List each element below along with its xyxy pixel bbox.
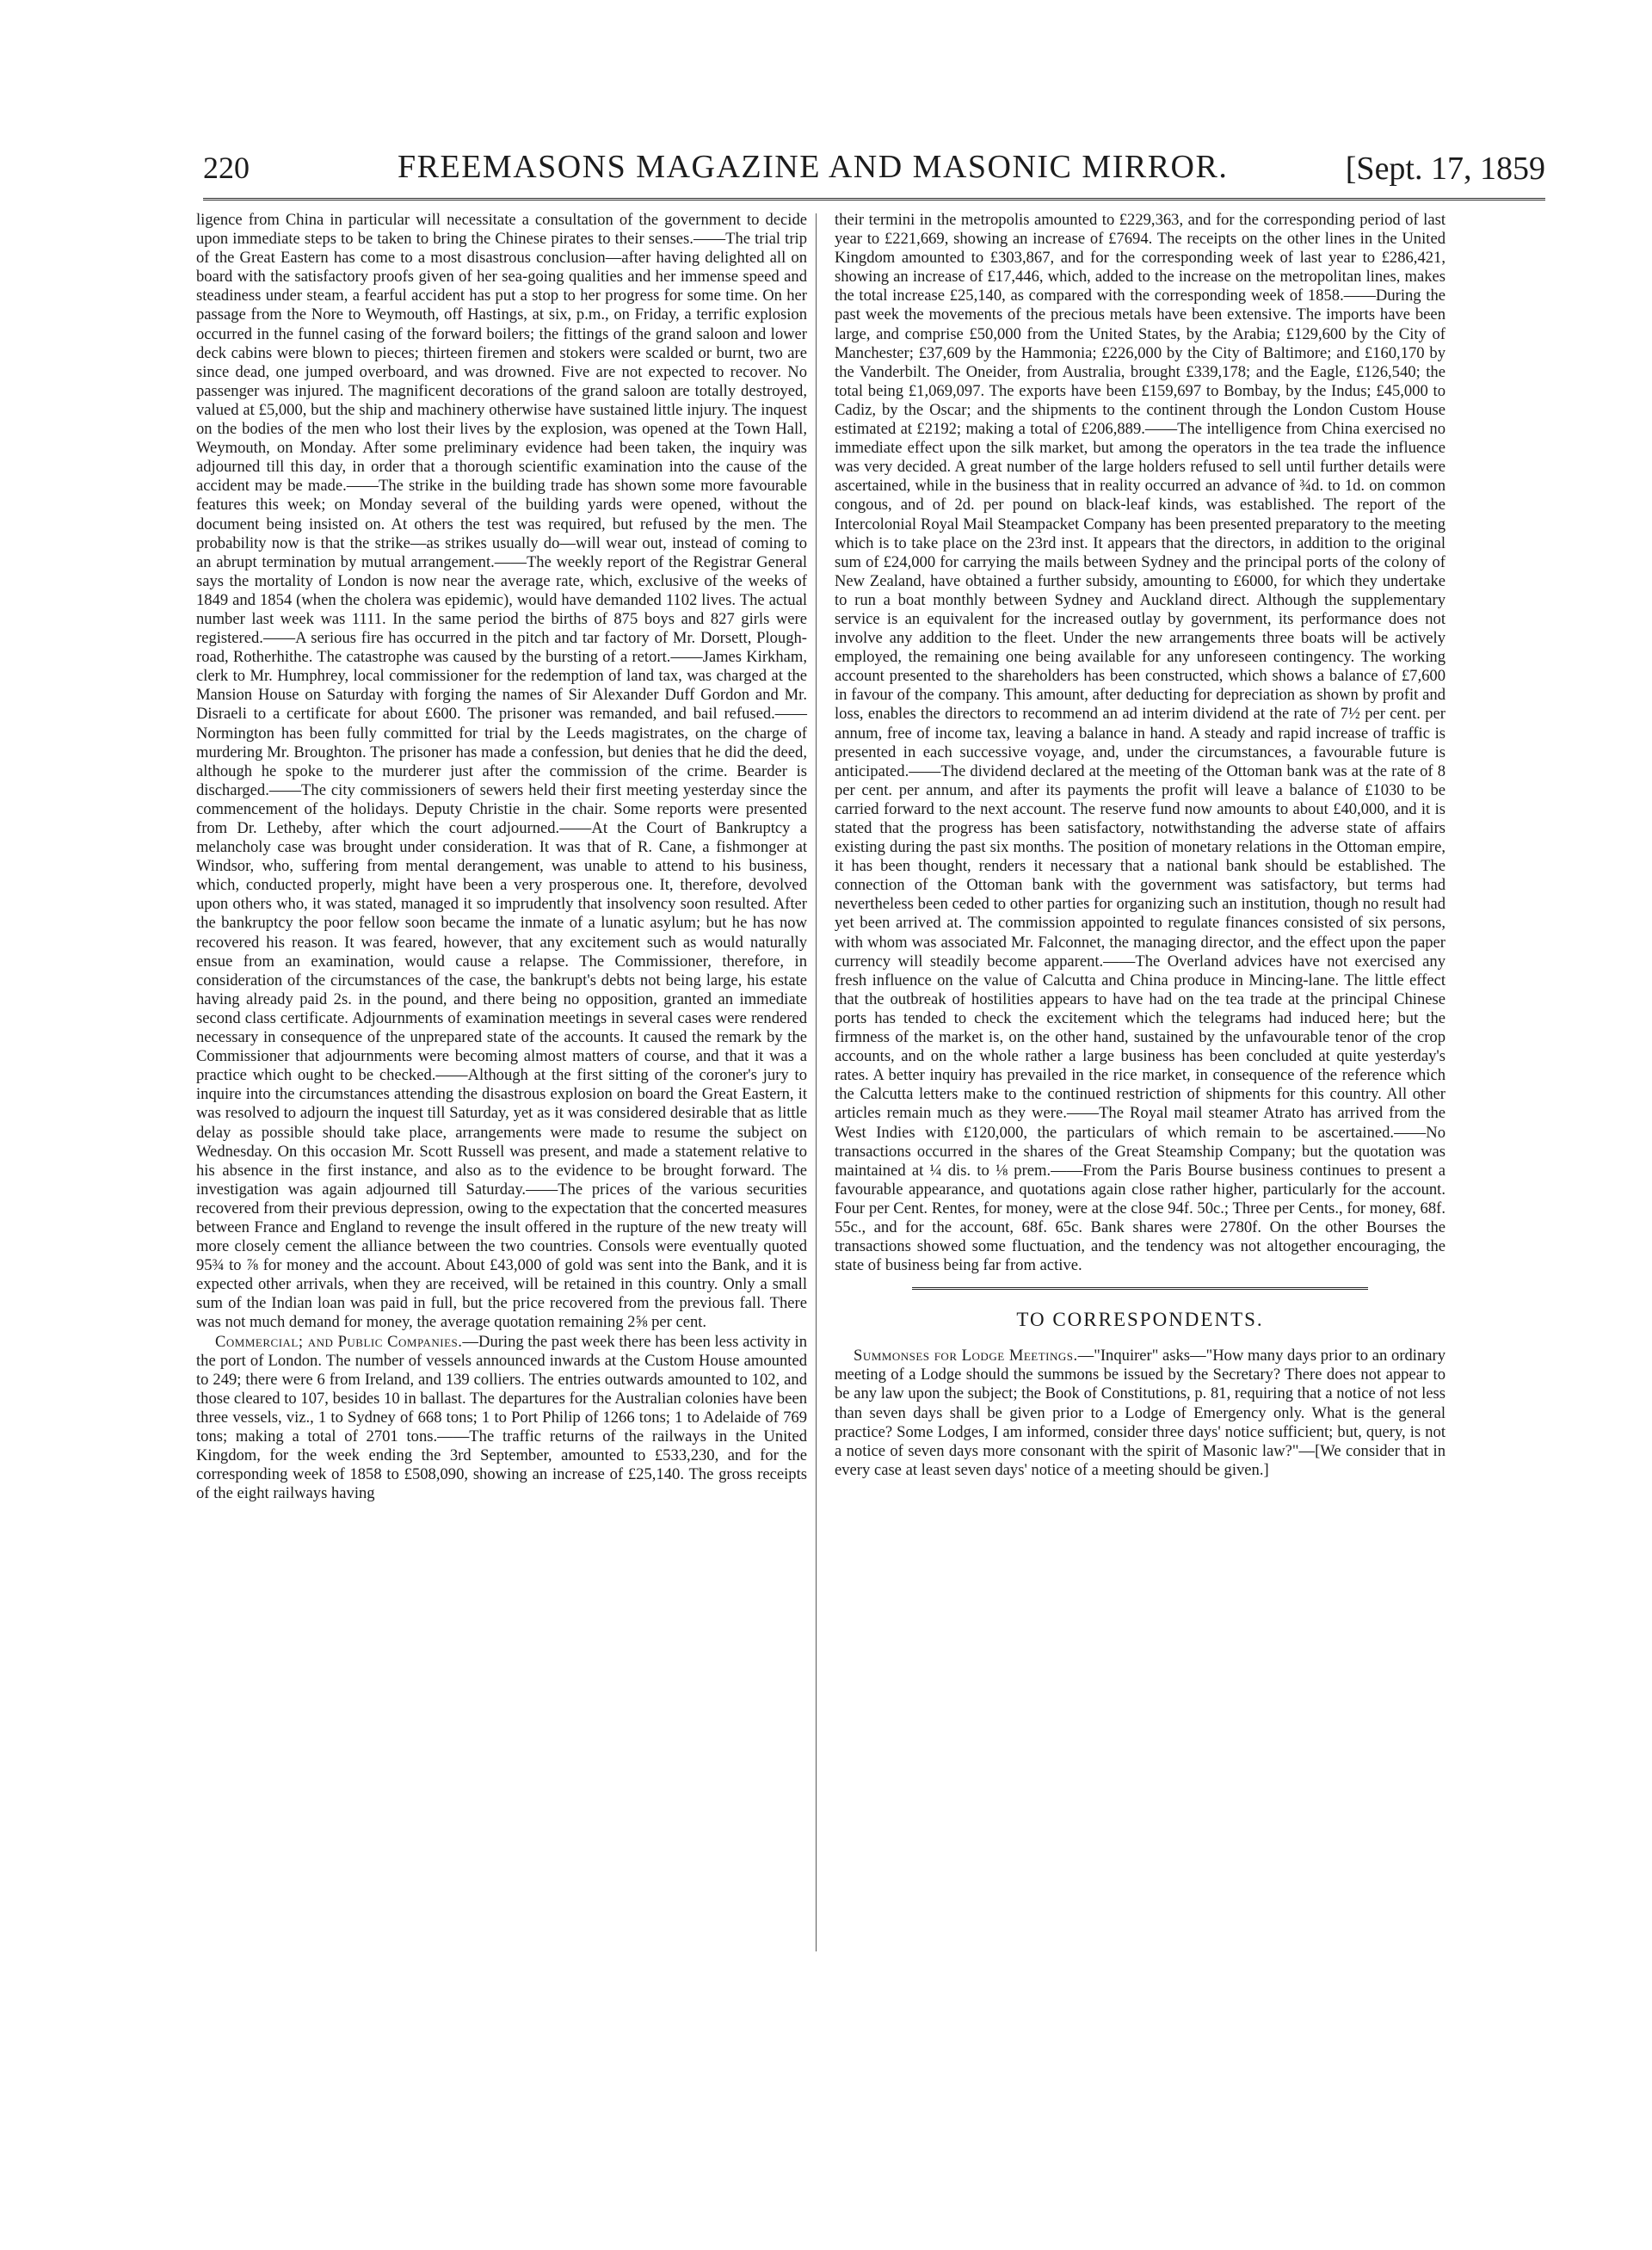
- correspondents-body: —"Inquirer" asks—"How many days prior to an ordinary meeting of a Lodge should the summons be issued by the Secretary? There does not appear to be any law upon the subject; the Book of Constitutions, p. 81, requiring that a notice of not less than seven days shall be given prior to a Lodge of Emergency only. What is the general practice? Some Lodges, I am informed, consider three days' notice sufficient; but, query, is not a notice of seven days more consonant with the spirit of Masonic law?"—[We consider that in every case at least seven days' notice of a meeting should be given.]: [835, 1347, 1446, 1479]
- right-column: [835, 211, 1446, 1480]
- commercial-body: —During the past week there has been less activity in the port of London. The number of vessels announced inwards at the Custom House amounted to 249; there were 6 from Ireland, and 139 colliers. The entries outwards amounted to 102, and those cleared to 107, besides 10 in ballast. The departures for the Australian colonies have been three vessels, viz., 1 to Sydney of 668 tons; 1 to Port Philip of 1266 tons; 1 to Adelaide of 769 tons; making a total of 2701 tons.——The traffic returns of the railways in the United Kingdom, for the week ending the 3rd September, amounted to £533,230, and for the corresponding week of 1858 to £508,090, showing an increase of £25,140. The gross receipts of the eight railways having: [196, 1332, 807, 1503]
- commercial-paragraph: [196, 1333, 807, 1504]
- page-header: [203, 145, 1545, 200]
- column-divider: [816, 213, 817, 1951]
- masthead-title: FREEMASONS MAGAZINE AND MASONIC MIRROR.: [398, 149, 1229, 185]
- finance-paragraph: their termini in the metropolis amounted to £229,363, and for the corresponding period of last year to £221,669, showing an increase of £7694. The receipts on the other lines in the United Kingdom amounted to £303,867, and for the corresponding week of last year to £286,421, showing an increase of £17,446, which, added to the increase on the metropolitan lines, makes the total increase £25,140, as compared with the corresponding week of 1858.——During the past week the movements of the precious metals have been extensive. The imports have been large, and comprise £50,000 from the United States, by the Arabia; £129,600 by the City of Manchester; £37,609 by the Hammonia; £226,000 by the City of Baltimore; and £160,170 by the Vanderbilt. The Oneider, from Australia, brought £339,178; and the Eagle, £126,540; the total being £1,069,097. The exports have been £159,697 to Bombay, by the Indus; £45,000 to Cadiz, by the Oscar; and the shipments to the continent through the London Custom House estimated at £2192; making a total of £206,889.——The intelligence from China exercised no immediate effect upon the silk market, but among the operators in the tea trade the influence was very decided. A great number of the large holders refused to sell until further details were ascertained, while in the business that in reality occurred an advance of ¾d. to 1d. on common congous, and of 2d. per pound on black-leaf kinds, was established. The report of the Intercolonial Royal Mail Steampacket Company has been presented preparatory to the meeting which is to take place on the 23rd inst. It appears that the directors, in addition to the original sum of £24,000 for carrying the mails between Sydney and the principal ports of the colony of New Zealand, have obtained a further subsidy, amounting to £6000, for which they undertake to run a boat monthly between Sydney and Auckland direct. Although the supplementary service is an equivalent for the increased outlay by government, its performance does not involve any addition to the fleet. Under the new arrangements three boats will be actively employed, the remaining one being available for any unforeseen contingency. The working account presented to the shareholders has been constructed, which shows a balance of £7,600 in favour of the company. This amount, after deducting for depreciation as shown by profit and loss, enables the directors to recommend an ad interim dividend at the rate of 7½ per cent. per annum, free of income tax, leaving a balance in hand. A steady and rapid increase of traffic is presented in each successive voyage, and, under the circumstances, a favourable future is anticipated.——The dividend declared at the meeting of the Ottoman bank was at the rate of 8 per cent. per annum, and after its payments the profit will leave a balance of £1030 to be carried forward to the next account. The reserve fund now amounts to about £40,000, and it is stated that the progress has been satisfactory, notwithstanding the adverse state of affairs existing during the past six months. The position of monetary relations in the Ottoman empire, it has been thought, renders it necessary that a national bank should be established. The connection of the Ottoman bank with the government was satisfactory, but terms had nevertheless been ceded to other parties for organizing such an institution, though no result had yet been arrived at. The commission appointed to regulate finances consisted of six persons, with whom was associated Mr. Falconnet, the managing director, and the effect upon the paper currency will steadily become apparent.——The Overland advices have not exercised any fresh influence on the value of Calcutta and China produce in Mincing-lane. The little effect that the outbreak of hostilities appears to have had on the tea trade at the principal Chinese ports has tended to check the excitement which the telegrams had induced here; but the firmness of the market is, on the other hand, sustained by the unfavourable tenor of the crop accounts, and on the whole rather a large business has been concluded at quite yesterday's rates. A better inquiry has prevailed in the rice market, in consequence of the reference which the Calcutta letters make to the continued restriction of shipments for this country. All other articles remain much as they were.——The Royal mail steamer Atrato has arrived from the West Indies with £120,000, the particulars of which remain to be ascertained.——No transactions occurred in the shares of the Great Steamship Company; but the quotation was maintained at ¼ dis. to ⅛ prem.——From the Paris Bourse business continues to present a favourable appearance, and quotations again close rather higher, particularly for the account. Four per Cent. Rentes, for money, were at the close 94f. 50c.; Three per Cents., for money, 68f. 55c., and for the account, 68f. 65c. Bank shares were 2780f. On the other Bourses the transactions showed some fluctuation, and the tendency was not altogether encouraging, the state of business being far from active.: [835, 211, 1446, 1275]
- issue-date: [Sept. 17, 1859: [1345, 151, 1545, 187]
- correspondents-paragraph: [835, 1347, 1446, 1480]
- correspondents-title: TO CORRESPONDENTS.: [1016, 1309, 1264, 1331]
- commercial-heading: Commercial; and Public Companies.: [215, 1332, 463, 1351]
- section-divider: [912, 1287, 1368, 1290]
- correspondents-heading: Summonses for Lodge Meetings.: [854, 1347, 1078, 1365]
- news-paragraph: ligence from China in particular will necessitate a consultation of the government to decide upon immediate steps to be taken to bring the Chinese pirates to their senses.——The trial trip of the Great Eastern has come to a most disastrous conclusion—after having delighted all on board with the satisfactory proofs given of her sea-going qualities and her immense speed and steadiness under steam, a fearful accident has put a stop to her progress for some time. On her passage from the Nore to Weymouth, off Hastings, at six, p.m., on Friday, a terrific explosion occurred in the funnel casing of the forward boilers; the fittings of the grand saloon and lower deck cabins were blown to pieces; thirteen firemen and stokers were scalded or burnt, two are since dead, one jumped overboard, and was drowned. Five are not expected to recover. No passenger was injured. The magnificent decorations of the grand saloon are totally destroyed, valued at £5,000, but the ship and machinery otherwise have sustained little injury. The inquest on the bodies of the men who lost their lives by the explosion, was opened at the Town Hall, Weymouth, on Monday. After some preliminary evidence had been taken, the inquiry was adjourned till this day, in order that a thorough scientific examination into the cause of the accident may be made.——The strike in the building trade has shown some more favourable features this week; on Monday several of the building yards were opened, without the document being insisted on. At others the test was required, but refused by the men. The probability now is that the strike—as strikes usually do—will wear out, instead of coming to an abrupt termination by mutual arrangement.——The weekly report of the Registrar General says the mortality of London is now near the average rate, which, exclusive of the weeks of 1849 and 1854 (when the cholera was epidemic), would have demanded 1102 lives. The actual number last week was 1111. In the same period the births of 875 boys and 827 girls were registered.——A serious fire has occurred in the pitch and tar factory of Mr. Dorsett, Plough-road, Rotherhithe. The catastrophe was caused by the bursting of a retort.——James Kirkham, clerk to Mr. Humphrey, local commissioner for the redemption of land tax, was charged at the Mansion House on Saturday with forging the names of Sir Alexander Duff Gordon and Mr. Disraeli to a certificate for about £600. The prisoner was remanded, and bail refused.——Normington has been fully committed for trial by the Leeds magistrates, on the charge of murdering Mr. Broughton. The prisoner has made a confession, but denies that he did the deed, although he spoke to the murderer just after the commission of the crime. Bearder is discharged.——The city commissioners of sewers held their first meeting yesterday since the commencement of the holidays. Deputy Christie in the chair. Some reports were presented from Dr. Letheby, after which the court adjourned.——At the Court of Bankruptcy a melancholy case was brought under consideration. It was that of R. Cane, a fishmonger at Windsor, who, suffering from mental derangement, was unable to attend to his business, which, conducted properly, might have been a very prosperous one. It, therefore, devolved upon others who, it was stated, managed it so imprudently that insolvency soon resulted. After the bankruptcy the poor fellow soon became the inmate of a lunatic asylum; but he has now recovered his reason. It was feared, however, that any excitement such as would naturally ensue from an examination, would cause a relapse. The Commissioner, therefore, in consideration of the circumstances of the case, the bankrupt's debts not being large, his estate having already paid 2s. in the pound, and there being no opposition, granted an immediate second class certificate. Adjournments of examination meetings in several cases were rendered necessary in consequence of the unprepared state of the accounts. It caused the remark by the Commissioner that adjournments were becoming almost matters of course, and that it was a practice which ought to be checked.——Although at the first sitting of the coroner's jury to inquire into the circumstances attending the disastrous explosion on board the Great Eastern, it was resolved to adjourn the inquest till Saturday, yet as it was considered desirable that as little delay as possible should take place, arrangements were made to resume the subject on Wednesday. On this occasion Mr. Scott Russell was present, and made a statement relative to his absence in the first instance, and also as to the evidence to be brought forward. The investigation was again adjourned till Saturday.——The prices of the various securities recovered from their previous depression, owing to the expectation that the concerted measures between France and England to revenge the insult offered in the rupture of the new treaty will more closely cement the alliance between the two countries. Consols were eventually quoted 95¾ to ⅞ for money and the account. About £43,000 of gold was sent into the Bank, and it is expected other arrivals, when they are received, will be retained in this country. Only a small sum of the Indian loan was paid in full, but the price recovered from the previous fall. There was not much demand for money, the average quotation remaining 2⅝ per cent.: [196, 211, 807, 1332]
- left-column: [196, 211, 807, 1503]
- page-number: 220: [203, 151, 250, 185]
